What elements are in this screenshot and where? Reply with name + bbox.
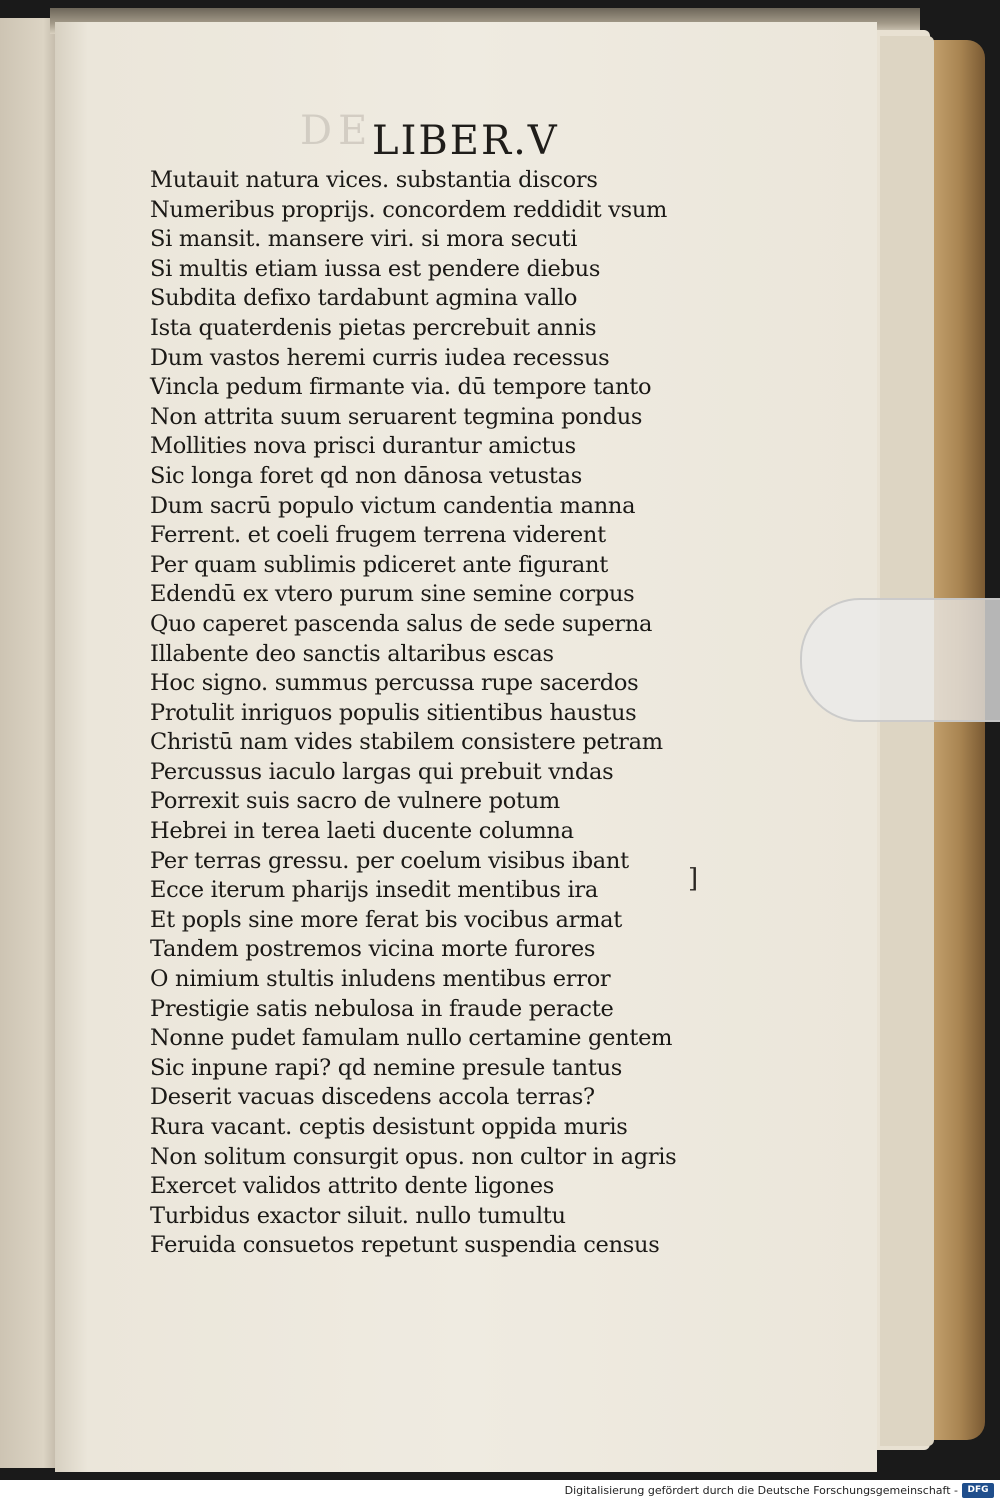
verse-line: Per quam sublimis pdiceret ante figurant [150, 551, 608, 578]
running-head: LIBER.V [372, 118, 559, 164]
verse-line: O nimium stultis inludens mentibus error [150, 966, 611, 993]
verse-line: Non attrita suum seruarent tegmina pondus [150, 403, 643, 430]
verse-line: Subdita defixo tardabunt agmina vallo [150, 285, 578, 312]
verse-line: Hebrei in terea laeti ducente columna [150, 818, 574, 845]
verse-line: Feruida consuetos repetunt suspendia census [150, 1232, 660, 1259]
verse-line: Mollities nova prisci durantur amictus [150, 433, 576, 460]
verse-line: Christū nam vides stabilem consistere petram [150, 729, 663, 756]
verse-line: Hoc signo. summus percussa rupe sacerdos [150, 670, 639, 697]
margin-bracket-mark: ] [688, 864, 699, 894]
verse-line: Ferrent. et coeli frugem terrena viderent [150, 522, 606, 549]
verse-line: Tandem postremos vicina morte furores [150, 936, 596, 963]
verse-text-block [150, 166, 710, 1261]
verse-line: Per terras gressu. per coelum visibus ibant [150, 847, 629, 874]
page-holder-clip [800, 598, 1000, 722]
verse-line: Prestigie satis nebulosa in fraude peracte [150, 995, 614, 1022]
verse-line: Percussus iaculo largas qui prebuit vndas [150, 758, 614, 785]
verse-line: Mutauit natura vices. substantia discors [150, 167, 598, 193]
verse-line: Dum sacrū populo victum candentia manna [150, 492, 636, 519]
verse-line: Illabente deo sanctis altaribus escas [150, 640, 554, 667]
verso-page-edge [0, 18, 62, 1468]
verse-line: Exercet validos attrito dente ligones [150, 1173, 554, 1200]
verse-line: Sic longa foret qd non dānosa vetustas [150, 462, 583, 489]
verse-line: Porrexit suis sacro de vulnere potum [150, 788, 560, 815]
verse-line: Non solitum consurgit opus. non cultor in agris [150, 1143, 677, 1170]
verse-line: Ista quaterdenis pietas percrebuit annis [150, 314, 597, 341]
verse-line: Si mansit. mansere viri. si mora secuti [150, 226, 578, 253]
verse-line: Sic inpune rapi? qd nemine presule tantus [150, 1054, 623, 1081]
verse-line: Si multis etiam iussa est pendere diebus [150, 255, 601, 282]
verse-line: Et popls sine more ferat bis vocibus armat [150, 906, 622, 933]
show-through-text: DE [300, 108, 374, 154]
verse-line: Turbidus exactor siluit. nullo tumultu [150, 1202, 566, 1229]
verse-line: Numeribus proprijs. concordem reddidit vsum [150, 196, 668, 223]
footer-bar [0, 1480, 1000, 1502]
verse-line: Ecce iterum pharijs insedit mentibus ira [150, 877, 598, 904]
footer-credit: Digitalisierung gefördert durch die Deutsche Forschungsgemeinschaft - [564, 1484, 958, 1497]
verse-line: Nonne pudet famulam nullo certamine gentem [150, 1025, 673, 1052]
verse-line: Dum vastos heremi curris iudea recessus [150, 344, 610, 371]
verse-line: Vincla pedum firmante via. dū tempore tanto [150, 374, 652, 401]
leaf-edges-inner [880, 36, 934, 1446]
dfg-logo[interactable]: DFG [962, 1483, 994, 1498]
verse-line: Deserit vacuas discedens accola terras? [150, 1084, 595, 1111]
verse-line: Quo caperet pascenda salus de sede superna [150, 610, 653, 637]
verse-line: Edendū ex vtero purum sine semine corpus [150, 581, 635, 608]
verse-line: Protulit inriguos populis sitientibus haustus [150, 699, 637, 726]
verse-line: Rura vacant. ceptis desistunt oppida muris [150, 1114, 628, 1140]
